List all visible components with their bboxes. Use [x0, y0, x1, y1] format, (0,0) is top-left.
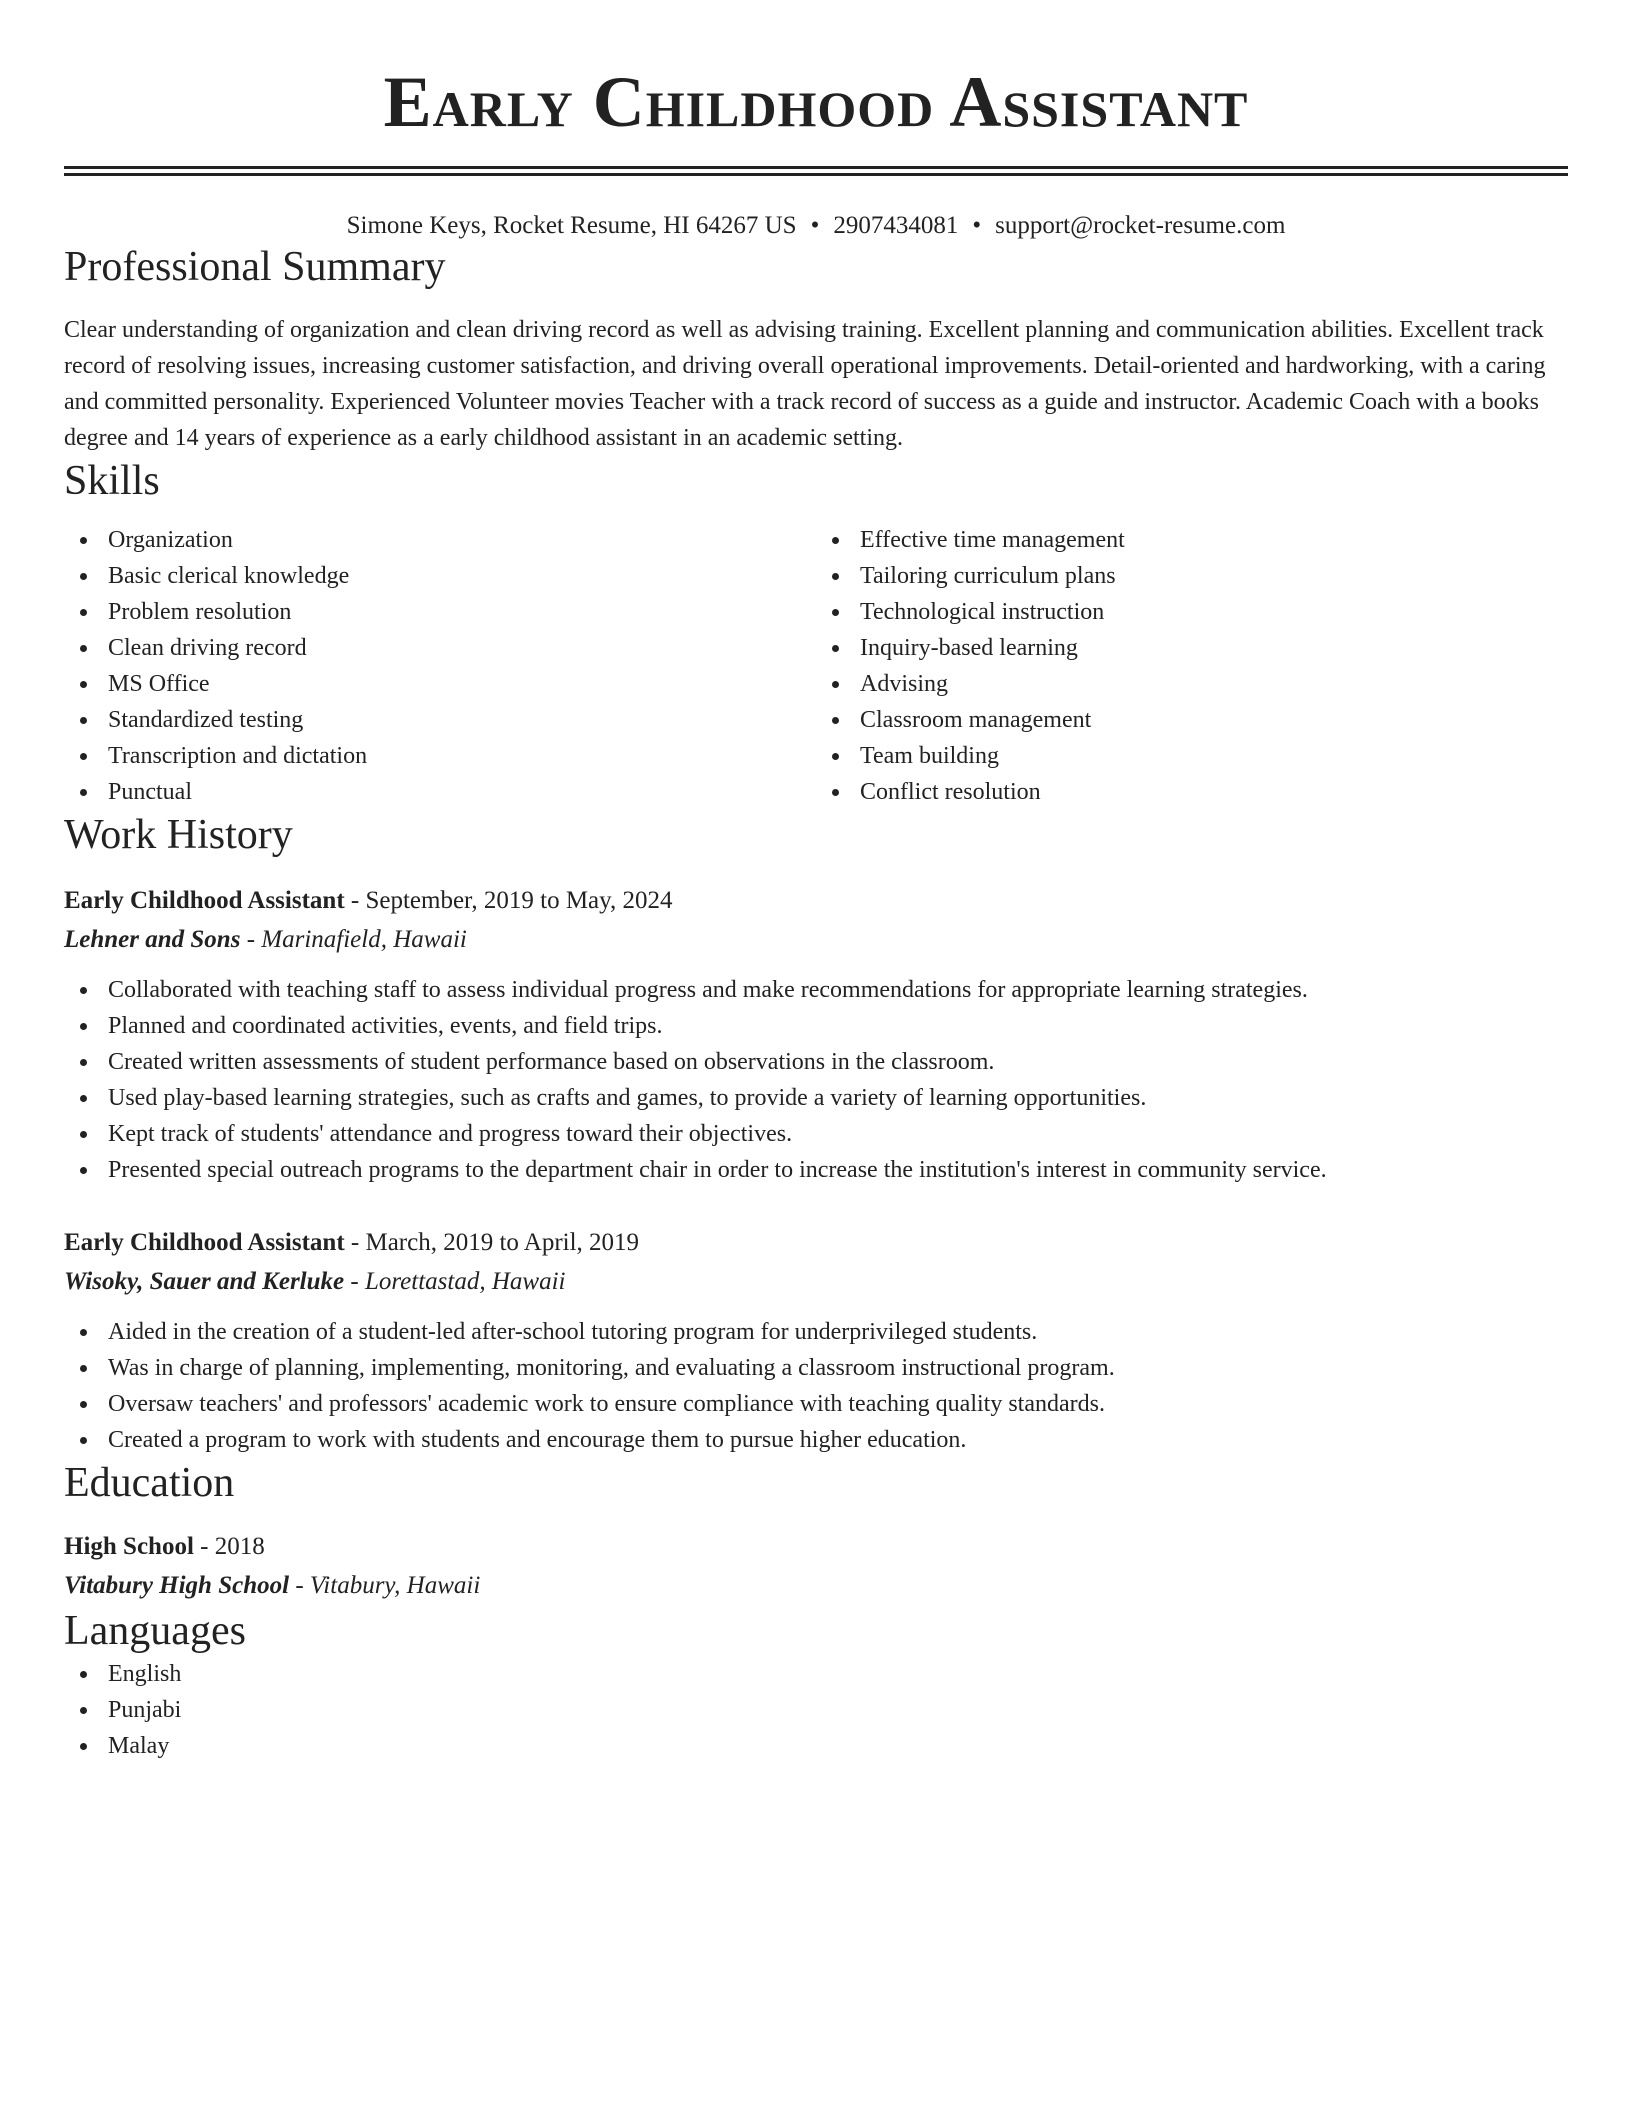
- job-title: Early Childhood Assistant: [64, 1229, 345, 1256]
- language-item: English: [64, 1656, 1568, 1692]
- skill-item: Conflict resolution: [816, 774, 1568, 810]
- job-duties: [64, 1314, 1568, 1458]
- contact-separator: •: [972, 212, 982, 239]
- skill-item: Transcription and dictation: [64, 738, 816, 774]
- skill-item: Classroom management: [816, 702, 1568, 738]
- skill-item: Advising: [816, 666, 1568, 702]
- skill-item: MS Office: [64, 666, 816, 702]
- skill-item: Effective time management: [816, 522, 1568, 558]
- job-duty: Used play-based learning strategies, such as crafts and games, to provide a variety of learning opportunities.: [64, 1080, 1568, 1116]
- education-heading: Education: [64, 1460, 235, 1506]
- skill-item: Problem resolution: [64, 594, 816, 630]
- skill-item: Organization: [64, 522, 816, 558]
- skill-item: Team building: [816, 738, 1568, 774]
- job-dates: - March, 2019 to April, 2019: [344, 1229, 640, 1256]
- job-dates: - September, 2019 to May, 2024: [344, 887, 673, 914]
- skill-item: Tailoring curriculum plans: [816, 558, 1568, 594]
- job-duty: Created a program to work with students and encourage them to pursue higher education.: [64, 1422, 1568, 1458]
- job-duty: Kept track of students' attendance and progress toward their objectives.: [64, 1116, 1568, 1152]
- contact-email: support@rocket-resume.com: [995, 212, 1286, 239]
- education-year: - 2018: [193, 1533, 265, 1560]
- job-entry: [64, 882, 1568, 1188]
- education-degree: High School: [64, 1533, 194, 1560]
- contact-address: Simone Keys, Rocket Resume, HI 64267 US: [346, 212, 797, 239]
- job-duty: Was in charge of planning, implementing, monitoring, and evaluating a classroom instructional program.: [64, 1350, 1568, 1386]
- languages-list: [64, 1656, 1568, 1764]
- skill-item: Standardized testing: [64, 702, 816, 738]
- skills-columns: [64, 522, 1568, 810]
- job-duty: Aided in the creation of a student-led after-school tutoring program for underprivileged students.: [64, 1314, 1568, 1350]
- contact-phone: 2907434081: [833, 212, 959, 239]
- job-employer: [64, 1262, 1568, 1302]
- job-duty: Created written assessments of student performance based on observations in the classroom.: [64, 1044, 1568, 1080]
- languages-heading: Languages: [64, 1608, 246, 1654]
- job-employer: [64, 920, 1568, 960]
- skill-item: Basic clerical knowledge: [64, 558, 816, 594]
- job-duties: [64, 972, 1568, 1188]
- job-duty: Presented special outreach programs to the department chair in order to increase the institution's interest in community service.: [64, 1152, 1568, 1188]
- job-location: - Marinafield, Hawaii: [240, 926, 467, 953]
- job-company: Wisoky, Sauer and Kerluke: [64, 1268, 345, 1295]
- education-degree-line: [64, 1528, 1568, 1566]
- skills-list-left: [64, 522, 816, 810]
- job-header: [64, 1224, 1568, 1262]
- skills-heading: Skills: [64, 458, 160, 504]
- skill-item: Technological instruction: [816, 594, 1568, 630]
- job-title: Early Childhood Assistant: [64, 887, 345, 914]
- summary-heading: Professional Summary: [64, 244, 446, 290]
- skills-list-right: [816, 522, 1568, 810]
- job-entry: [64, 1224, 1568, 1458]
- contact-line: [64, 210, 1568, 242]
- job-company: Lehner and Sons: [64, 926, 241, 953]
- language-item: Malay: [64, 1728, 1568, 1764]
- work-history-heading: Work History: [64, 812, 293, 858]
- education-school: Vitabury High School: [64, 1572, 290, 1599]
- header-divider: [64, 166, 1568, 176]
- resume-name: Early Childhood Assistant: [383, 62, 1249, 142]
- job-duty: Planned and coordinated activities, events, and field trips.: [64, 1008, 1568, 1044]
- language-item: Punjabi: [64, 1692, 1568, 1728]
- job-location: - Lorettastad, Hawaii: [344, 1268, 566, 1295]
- skill-item: Punctual: [64, 774, 816, 810]
- education-entry: [64, 1528, 1568, 1606]
- skill-item: Clean driving record: [64, 630, 816, 666]
- education-location: - Vitabury, Hawaii: [289, 1572, 481, 1599]
- job-header: [64, 882, 1568, 920]
- skill-item: Inquiry-based learning: [816, 630, 1568, 666]
- job-duty: Collaborated with teaching staff to assess individual progress and make recommendations for appropriate learning strategies.: [64, 972, 1568, 1008]
- job-duty: Oversaw teachers' and professors' academic work to ensure compliance with teaching quality standards.: [64, 1386, 1568, 1422]
- education-school-line: [64, 1566, 1568, 1606]
- summary-text: Clear understanding of organization and clean driving record as well as advising training. Excellent planning and communication abilities. Excellent track record of resolving issues, increasing customer satisfaction, and driving overall operational improvements. Detail-oriented and hardworking, with a caring and committed personality. Experienced Volunteer movies Teacher with a track record of success as a guide and instructor. Academic Coach with a books degree and 14 years of experience as a early childhood assistant in an academic setting.: [64, 317, 1546, 451]
- contact-separator: •: [810, 212, 820, 239]
